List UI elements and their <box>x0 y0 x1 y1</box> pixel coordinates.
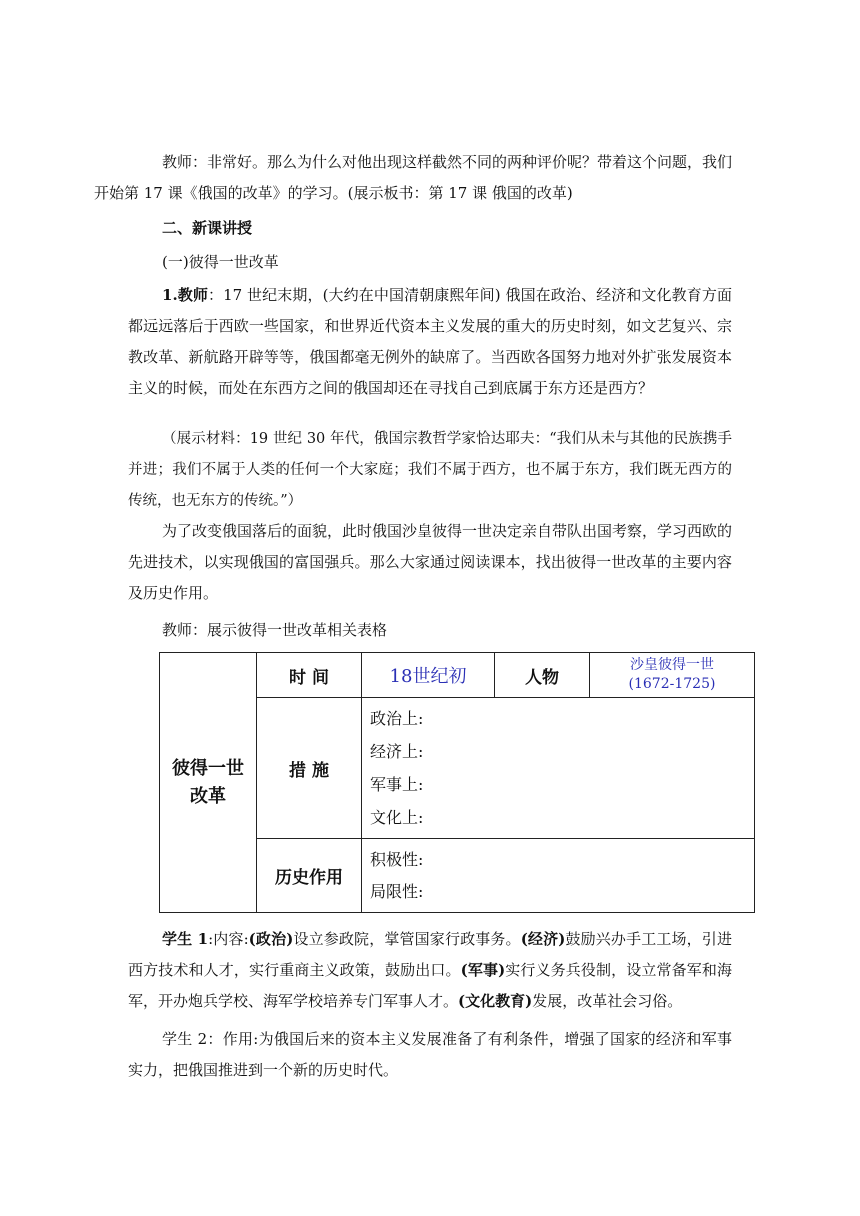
measures-cell <box>362 698 755 839</box>
table-row-time <box>160 653 755 698</box>
intro-paragraph <box>94 147 733 209</box>
teacher-paragraph-3: 教师：展示彼得一世改革相关表格 <box>162 621 388 639</box>
effect-limitation: 局限性: <box>370 881 424 901</box>
student-2-paragraph: 学生 2：作用:为俄国后来的资本主义发展准备了有利条件，增强了国家的经济和军事实力，把俄国推进到一个新的历史时代。 <box>128 1030 732 1079</box>
table-title-cell <box>160 653 257 913</box>
student-1-key-economy: (经济) <box>520 930 566 948</box>
teacher-paragraph-2: 为了改变俄国落后的面貌，此时俄国沙皇彼得一世决定亲自带队出国考察，学习西欧的先进技术，以实现俄国的富国强兵。那么大家通过阅读课本，找出彼得一世改革的主要内容及历史作用。 <box>128 522 733 602</box>
student-1-text-4: 发展，改革社会习俗。 <box>532 992 683 1010</box>
student-1-speaker: 学生 1 <box>162 930 209 948</box>
measure-military: 军事上: <box>370 775 424 794</box>
effect-label: 历史作用 <box>257 839 362 913</box>
subsection-heading: (一)彼得一世改革 <box>162 253 279 271</box>
speaker-label: .教师 <box>172 286 208 304</box>
intro-line-2: 开始第 17 课《俄国的改革》的学习。(展示板书：第 17 课 俄国的改革) <box>94 184 573 202</box>
student-1-paragraph <box>128 924 732 1017</box>
student-1-text-0: :内容: <box>208 930 249 948</box>
intro-line-1: 教师：非常好。那么为什么对他出现这样截然不同的两种评价呢？带着这个问题，我们 <box>162 153 733 171</box>
person-label: 人物 <box>495 653 590 698</box>
time-label: 时 间 <box>257 653 362 698</box>
student-1-text-3: 实行义务兵役制，设立常备军和海军，开办炮兵学校、海军学校培养专门军事人才。 <box>128 961 732 1010</box>
material-quote: （展示材料：19 世纪 30 年代，俄国宗教哲学家恰达耶夫：“我们从未与其他的民族携手并进；我们不属于人类的任何一个大家庭；我们不属于西方，也不属于东方，我们既无西方的传统，也无东方的传统。”） <box>128 431 732 509</box>
person-name: 沙皇彼得一世 <box>630 657 714 673</box>
student-1-key-culture: (文化教育) <box>458 992 533 1010</box>
student-1-text-2: 鼓励兴办手工工场，引进西方技术和人才，实行重商主义政策，鼓励出口。 <box>128 930 732 979</box>
measures-label: 措 施 <box>257 698 362 839</box>
table-title: 彼得一世改革 <box>172 757 244 807</box>
paragraph-text: ：17 世纪末期，(大约在中国清朝康熙年间) 俄国在政治、经济和文化教育方面都远远落后于西欧一些国家，和世界近代资本主义发展的重大的历史时刻，如文艺复兴、宗教改革、新航路开辟等等，俄国都毫无例外的缺席了。当西欧各国努力地对外扩张发展资本主义的时候，而处在东西方之间的俄国却还在寻找自己到底属于东方还是西方？ <box>128 286 732 397</box>
student-1-text-1: 设立参政院，掌管国家行政事务。 <box>293 930 521 948</box>
measure-politics: 政治上: <box>370 709 424 728</box>
effects-cell <box>362 839 755 913</box>
time-value: 18世纪初 <box>362 653 495 698</box>
section-heading: 二、新课讲授 <box>162 219 253 237</box>
reform-table <box>159 652 755 913</box>
teacher-paragraph-1 <box>128 280 732 404</box>
measure-economy: 经济上: <box>370 742 424 761</box>
effect-positive: 积极性: <box>370 849 424 869</box>
student-1-key-military: (军事) <box>460 961 506 979</box>
person-years: (1672-1725) <box>628 676 716 692</box>
student-1-key-politics: (政治) <box>248 930 294 948</box>
person-cell <box>590 653 755 698</box>
item-number: 1 <box>162 286 173 304</box>
measure-culture: 文化上: <box>370 808 424 827</box>
